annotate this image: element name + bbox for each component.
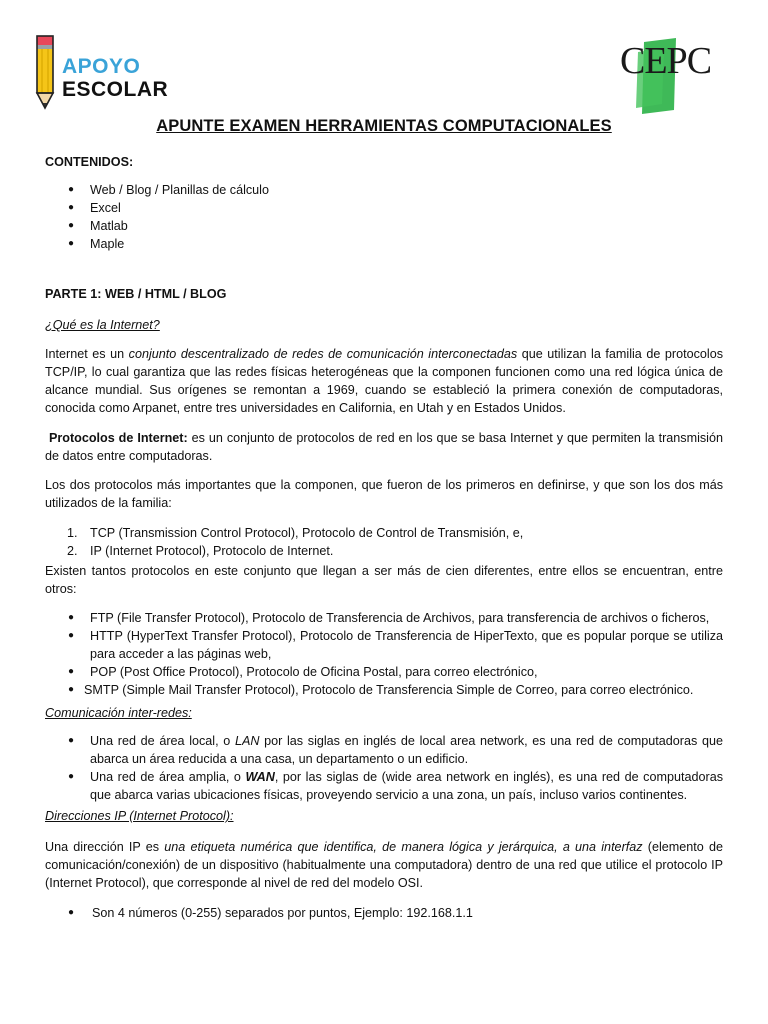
apoyo-escolar-logo: [32, 34, 172, 112]
logo-word-apoyo: APOYO: [62, 55, 141, 78]
paragraph-internet: [45, 345, 723, 417]
logo-text-cepc: CEPC: [620, 40, 712, 82]
page-title: APUNTE EXAMEN HERRAMIENTAS COMPUTACIONALES: [156, 117, 612, 135]
paragraph-many-protocols: Existen tantos protocolos en este conjunto que llegan a ser más de cien diferentes, entre ellos se encuentran, entre otros:: [45, 564, 723, 596]
list-item: ● Excel: [45, 199, 723, 217]
contents-list: [45, 181, 723, 253]
pencil-icon: [32, 34, 58, 110]
text-run: Una red de área amplia, o: [90, 770, 246, 784]
paragraph-protocols: [45, 429, 723, 465]
subheading-ip-addresses: Direcciones IP (Internet Protocol):: [45, 809, 234, 823]
contents-heading: CONTENIDOS:: [45, 155, 134, 169]
list-item: ● SMTP (Simple Mail Transfer Protocol), Protocolo de Transferencia Simple de Correo, para correo electrónico.: [45, 681, 723, 699]
text-run: por las siglas en inglés de local area network, es una red de computadoras que abarca un área reducida a una casa, un departamento o un edificio.: [90, 734, 723, 766]
list-item: ● HTTP (HyperText Transfer Protocol), Protocolo de Transferencia de HiperTexto, que es popular porque se utiliza para acceder a las páginas web,: [45, 627, 723, 663]
ip-bullet-list: [45, 904, 723, 922]
section-heading-part1: PARTE 1: WEB / HTML / BLOG: [45, 287, 227, 301]
list-number: 1.: [67, 526, 78, 540]
list-item: ● Web / Blog / Planillas de cálculo: [45, 181, 723, 199]
paragraph-ip: [45, 838, 723, 892]
list-text: TCP (Transmission Control Protocol), Protocolo de Control de Transmisión, e,: [90, 526, 524, 540]
text-run: (elemento de comunicación/conexión) de un dispositivo (habitualmente una computadora) dentro de una red que utilice el protocolo IP (Internet Protocol), que corresponde al nivel de red del modelo OSI.: [45, 840, 723, 890]
list-item: ● POP (Post Office Protocol), Protocolo de Oficina Postal, para correo electrónico,: [45, 663, 723, 681]
list-item: ● Matlab: [45, 217, 723, 235]
protocol-list: [45, 609, 723, 699]
list-item: ● Son 4 números (0-255) separados por puntos, Ejemplo: 192.168.1.1: [45, 904, 723, 922]
text-run-italic: una etiqueta numérica que identifica, de manera lógica y jerárquica, a una interfaz: [164, 840, 643, 854]
subheading-what-is-internet: ¿Qué es la Internet?: [45, 318, 160, 332]
numbered-protocol-list: [45, 524, 723, 560]
list-item: ● Maple: [45, 235, 723, 253]
text-run-bold: Protocolos de Internet:: [48, 431, 188, 445]
list-number: 2.: [67, 544, 78, 558]
logo-word-escolar: ESCOLAR: [62, 78, 169, 101]
text-run: , por las siglas de (wide area network en inglés), es una red de computadoras que abarca varias ubicaciones físicas, proveyendo servicio a una zona, un país, incluso varios continentes.: [90, 770, 723, 802]
text-run-italic: conjunto descentralizado de redes de comunicación interconectadas: [128, 347, 518, 361]
text-run-italic: LAN: [234, 734, 260, 748]
subheading-inter-network: Comunicación inter-redes:: [45, 706, 192, 720]
list-item-wan: [45, 768, 723, 804]
paragraph-two-protocols: Los dos protocolos más importantes que la componen, que fueron de los primeros en definirse, y que son los dos más utilizados de la familia:: [45, 478, 723, 510]
text-run-italic-bold: WAN: [245, 770, 275, 784]
text-run: es un conjunto de protocolos de red en los que se basa Internet y que permiten la transmisión de datos entre computadoras.: [45, 431, 723, 463]
text-run: Una dirección IP es: [45, 840, 165, 854]
list-text: IP (Internet Protocol), Protocolo de Internet.: [90, 544, 334, 558]
text-run: Una red de área local, o: [90, 734, 235, 748]
list-item: [45, 524, 723, 542]
text-run: que utilizan la familia de protocolos TCP/IP, lo cual garantiza que las redes físicas heterogéneas que la componen funcionen como una red lógica única de alcance mundial. Sus orígenes se remontan a 1969, cuando se estableció la primera conexión de computadoras, conocida como Arpanet, entre tres universidades en California, en Utah y en Estados Unidos.: [45, 347, 723, 415]
network-types-list: [45, 732, 723, 804]
list-item: ● FTP (File Transfer Protocol), Protocolo de Transferencia de Archivos, para transferencia de archivos o ficheros,: [45, 609, 723, 627]
list-item-lan: [45, 732, 723, 768]
cepc-logo: [612, 38, 728, 116]
list-item: [45, 542, 723, 560]
text-run: Internet es un: [45, 347, 129, 361]
